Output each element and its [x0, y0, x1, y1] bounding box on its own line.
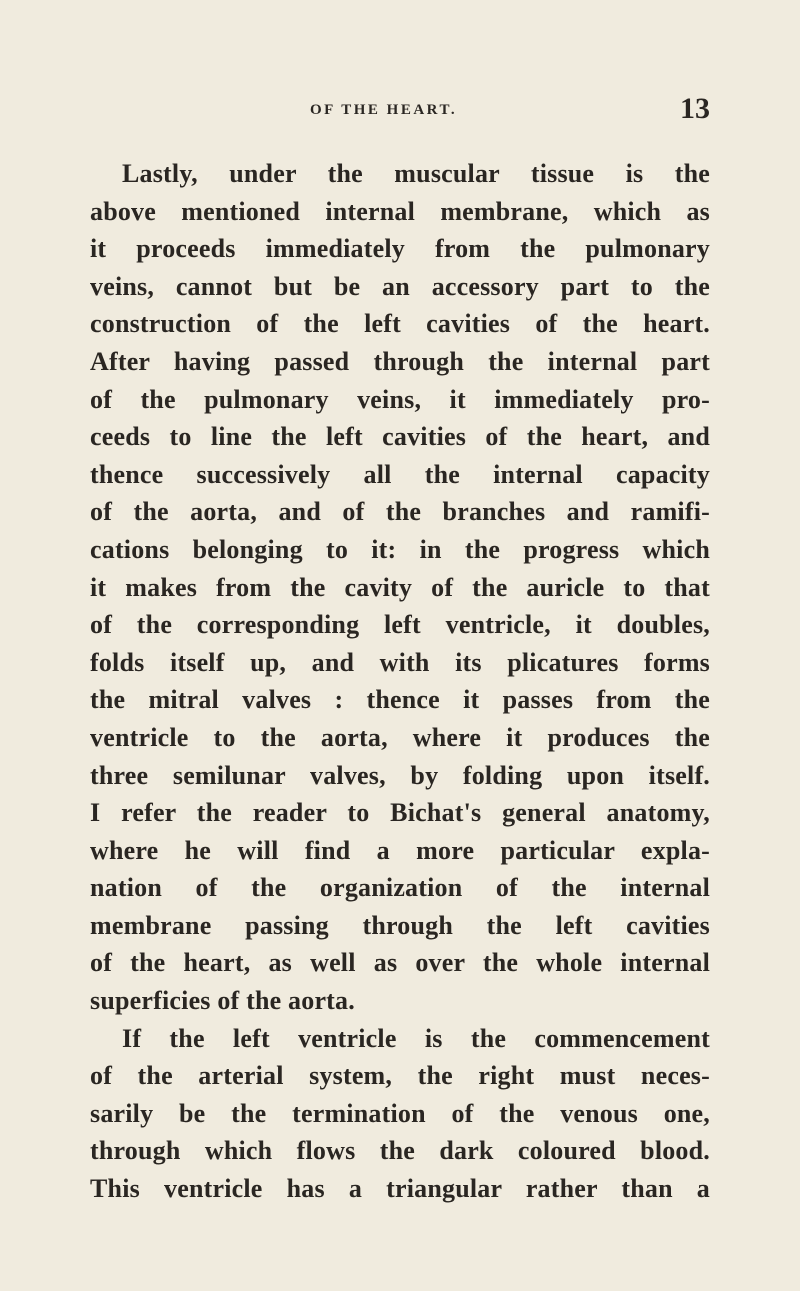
text-line: thence successively all the internal capacity: [90, 459, 710, 489]
text-line: superficies of the aorta.: [90, 986, 355, 1016]
text-line: the mitral valves : thence it passes from the: [90, 685, 710, 715]
text-line: it makes from the cavity of the auricle to that: [90, 572, 710, 602]
text-line: ventricle to the aorta, where it produces the: [90, 722, 710, 752]
text-line: where he will find a more particular expla-: [90, 835, 710, 865]
text-line: After having passed through the internal part: [90, 346, 710, 376]
text-line: membrane passing through the left cavities: [90, 910, 710, 940]
text-line: it proceeds immediately from the pulmonary: [90, 234, 710, 264]
text-line: I refer the reader to Bichat's general anatomy,: [90, 798, 710, 828]
text-line: above mentioned internal membrane, which as: [90, 196, 710, 226]
text-line: This ventricle has a triangular rather than a: [90, 1174, 710, 1204]
text-line: of the corresponding left ventricle, it doubles,: [90, 610, 710, 640]
text-line: of the heart, as well as over the whole internal: [90, 948, 710, 978]
body-text: [90, 155, 710, 1208]
text-line: ceeds to line the left cavities of the heart, and: [90, 422, 710, 452]
text-line: sarily be the termination of the venous one,: [90, 1098, 710, 1128]
text-line: Lastly, under the muscular tissue is the: [122, 159, 710, 188]
text-line: three semilunar valves, by folding upon itself.: [90, 760, 710, 790]
text-line: construction of the left cavities of the heart.: [90, 309, 710, 339]
text-line: of the aorta, and of the branches and ramifi-: [90, 497, 710, 527]
text-line: through which flows the dark coloured blood.: [90, 1136, 710, 1166]
text-line: folds itself up, and with its plicatures forms: [90, 647, 710, 677]
text-line: If the left ventricle is the commencement: [122, 1023, 710, 1053]
text-line: cations belonging to it: in the progress which: [90, 534, 710, 564]
text-line: nation of the organization of the internal: [90, 873, 710, 903]
text-line: of the arterial system, the right must neces-: [90, 1061, 710, 1091]
running-title: OF THE HEART.: [310, 102, 458, 118]
page-number: 13: [680, 92, 710, 125]
text-line: veins, cannot but be an accessory part to the: [90, 271, 710, 301]
running-head: [90, 92, 710, 128]
text-line: of the pulmonary veins, it immediately pro-: [90, 384, 710, 414]
